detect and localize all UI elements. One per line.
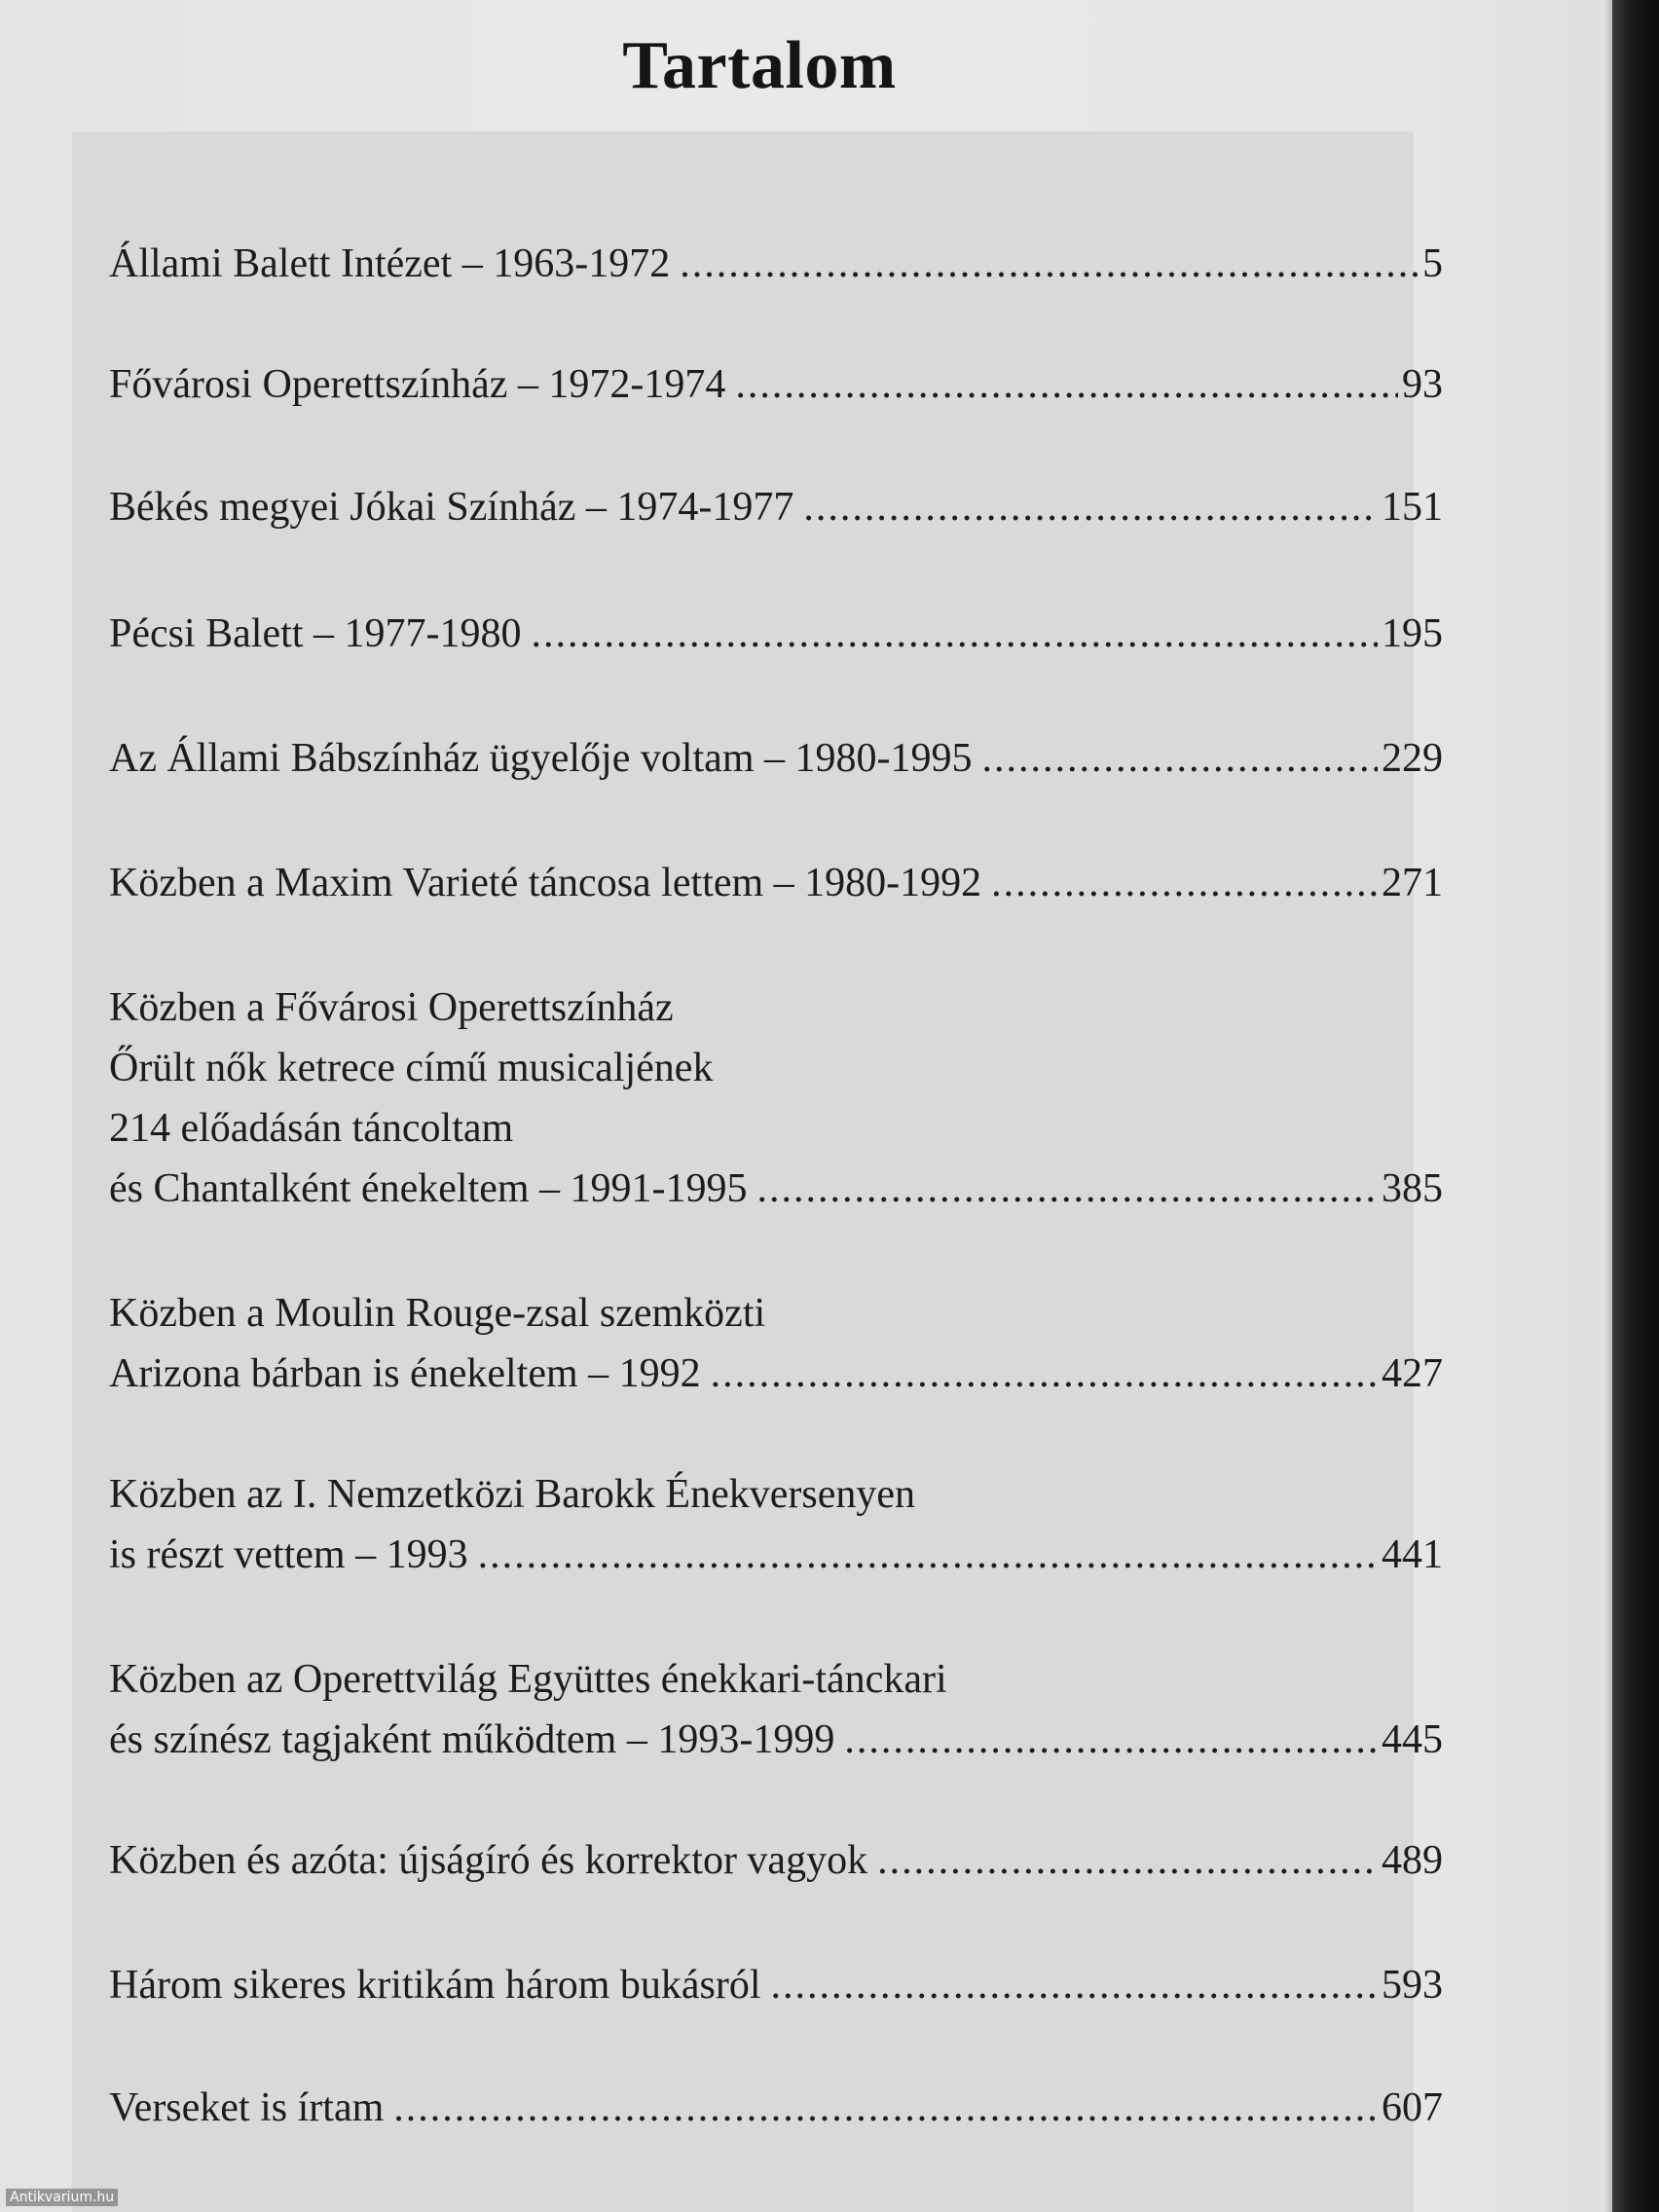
toc-entry	[109, 1283, 1443, 1404]
dot-leader	[803, 477, 1378, 537]
page-number: 445	[1382, 1717, 1443, 1762]
toc-entry	[109, 853, 1443, 913]
toc-line	[109, 477, 1443, 537]
dot-leader	[680, 234, 1419, 294]
toc-entry	[109, 728, 1443, 789]
toc-entry-text: és Chantalként énekeltem – 1991-1995	[109, 1166, 748, 1211]
page-number: 229	[1382, 736, 1443, 781]
toc-entry-text: Fővárosi Operettszínház – 1972-1974	[109, 362, 726, 407]
page-title: Tartalom	[622, 28, 897, 103]
toc-entry	[109, 354, 1443, 415]
toc-entry-text: Közben a Maxim Varieté táncosa lettem – 1980-1992	[109, 861, 982, 905]
toc-entry-text: Az Állami Bábszínház ügyelője voltam – 1980-1995	[109, 736, 973, 781]
toc-entry-text: Pécsi Balett – 1977-1980	[109, 611, 522, 656]
toc-entry-text: Verseket is írtam	[109, 2085, 385, 2130]
toc-line	[109, 1525, 1443, 1585]
toc-entry-text: Állami Balett Intézet – 1963-1972	[109, 241, 671, 286]
page-number: 593	[1382, 1963, 1443, 2008]
dot-leader	[991, 853, 1378, 913]
toc-entry-text: 214 előadásán táncoltam	[109, 1106, 514, 1151]
dot-leader	[981, 728, 1378, 789]
toc-entry-text: is részt vettem – 1993	[109, 1532, 468, 1577]
toc-entry-text: Békés megyei Jókai Színház – 1974-1977	[109, 485, 794, 530]
page-number: 441	[1382, 1532, 1443, 1577]
dot-leader	[877, 1830, 1378, 1891]
page-number: 489	[1382, 1838, 1443, 1883]
dot-leader	[711, 1344, 1378, 1404]
toc-entry	[109, 604, 1443, 664]
dot-leader	[735, 354, 1398, 415]
toc-line	[109, 728, 1443, 789]
toc-line	[109, 604, 1443, 664]
toc-entry-text: Őrült nők ketrece című musicaljének	[109, 1046, 714, 1090]
dot-leader	[531, 604, 1378, 664]
page-number: 427	[1382, 1351, 1443, 1396]
page-number: 151	[1382, 485, 1443, 530]
toc-entry	[109, 1464, 1443, 1585]
toc-line	[109, 1830, 1443, 1891]
dot-leader	[393, 2078, 1378, 2138]
page-number: 5	[1422, 241, 1443, 286]
toc-line	[109, 1710, 1443, 1770]
toc-entry	[109, 977, 1443, 1219]
toc-entry	[109, 1830, 1443, 1891]
toc-entry-text: Három sikeres kritikám három bukásról	[109, 1963, 761, 2008]
toc-line	[109, 2078, 1443, 2138]
page-number: 271	[1382, 861, 1443, 905]
page-edge-shadow	[1603, 0, 1612, 2212]
toc-entry	[109, 477, 1443, 537]
dot-leader	[478, 1525, 1378, 1585]
toc-entry-text: Arizona bárban is énekeltem – 1992	[109, 1351, 701, 1396]
toc-entry	[109, 234, 1443, 294]
toc-entry	[109, 1649, 1443, 1770]
dark-page-edge	[1612, 0, 1659, 2212]
page-number: 93	[1402, 362, 1443, 407]
toc-entry-text: Közben és azóta: újságíró és korrektor vagyok	[109, 1838, 868, 1883]
watermark: Antikvarium.hu	[6, 2189, 118, 2206]
dot-leader	[757, 1159, 1379, 1219]
toc-line	[109, 234, 1443, 294]
toc-entry	[109, 2078, 1443, 2138]
dot-leader	[844, 1710, 1378, 1770]
toc-entry-text: Közben az I. Nemzetközi Barokk Énekversenyen	[109, 1472, 915, 1517]
page-number: 607	[1382, 2085, 1443, 2130]
toc-line	[109, 853, 1443, 913]
toc-line	[109, 1955, 1443, 2015]
dot-leader	[771, 1955, 1379, 2015]
toc-line	[109, 1344, 1443, 1404]
toc-entry	[109, 1955, 1443, 2015]
toc-line	[109, 1159, 1443, 1219]
page-number: 385	[1382, 1166, 1443, 1211]
toc-entry-text: Közben az Operettvilág Együttes énekkari-tánckari	[109, 1657, 947, 1702]
toc-entry-text: Közben a Fővárosi Operettszínház	[109, 985, 674, 1030]
toc-entry-text: Közben a Moulin Rouge-zsal szemközti	[109, 1291, 766, 1336]
page-number: 195	[1382, 611, 1443, 656]
toc-line	[109, 354, 1443, 415]
toc-entry-text: és színész tagjaként működtem – 1993-1999	[109, 1717, 835, 1762]
